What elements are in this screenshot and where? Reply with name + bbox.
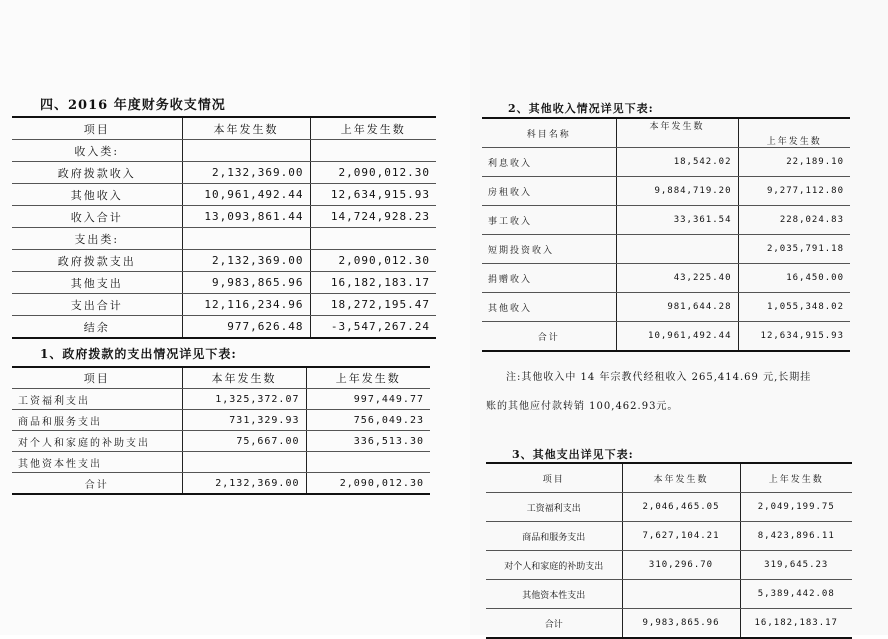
row-label: 捐赠收入 <box>482 264 616 293</box>
row-label: 其他收入 <box>482 293 616 322</box>
row-label: 合计 <box>482 322 616 352</box>
table-row <box>12 250 436 272</box>
row-previous: 9,277,112.80 <box>738 177 850 206</box>
table-row <box>12 431 430 452</box>
row-previous: 336,513.30 <box>306 431 430 452</box>
row-label: 合计 <box>486 609 622 639</box>
row-current: 2,132,369.00 <box>182 162 310 184</box>
header-previous: 上年发生数 <box>306 367 430 389</box>
table-row <box>12 389 430 410</box>
other-income-table <box>482 117 850 352</box>
row-current: 1,325,372.07 <box>182 389 306 410</box>
row-current: 10,961,492.44 <box>182 184 310 206</box>
row-previous <box>306 452 430 473</box>
row-label: 支出类: <box>12 228 182 250</box>
row-current: 981,644.28 <box>616 293 738 322</box>
row-label: 其他资本性支出 <box>486 580 622 609</box>
row-label: 合计 <box>12 473 182 495</box>
row-label: 收入类: <box>12 140 182 162</box>
table-row <box>482 206 850 235</box>
table-header-row <box>12 367 430 389</box>
table-header-row <box>486 463 852 493</box>
header-previous: 上年发生数 <box>310 117 436 140</box>
row-label: 政府拨款收入 <box>12 162 182 184</box>
row-previous: 12,634,915.93 <box>738 322 850 352</box>
row-previous: 16,182,183.17 <box>740 609 852 639</box>
table-row <box>12 294 436 316</box>
row-previous: 1,055,348.02 <box>738 293 850 322</box>
header-previous: 上年发生数 <box>738 118 850 148</box>
row-current <box>182 452 306 473</box>
row-label: 工资福利支出 <box>12 389 182 410</box>
row-previous: 319,645.23 <box>740 551 852 580</box>
header-item: 项目 <box>12 367 182 389</box>
row-label: 对个人和家庭的补助支出 <box>486 551 622 580</box>
table-row <box>12 473 430 495</box>
row-current <box>616 235 738 264</box>
table-row <box>482 148 850 177</box>
row-label: 商品和服务支出 <box>486 522 622 551</box>
income-heading: 2、其他收入情况详见下表: <box>508 102 654 115</box>
row-previous: 997,449.77 <box>306 389 430 410</box>
row-current <box>182 140 310 162</box>
row-current: 310,296.70 <box>622 551 740 580</box>
other-expense-table <box>486 462 852 639</box>
row-label: 利息收入 <box>482 148 616 177</box>
row-previous: 12,634,915.93 <box>310 184 436 206</box>
row-label: 其他收入 <box>12 184 182 206</box>
row-label: 政府拨款支出 <box>12 250 182 272</box>
row-current: 2,046,465.05 <box>622 493 740 522</box>
row-current: 33,361.54 <box>616 206 738 235</box>
header-item: 项目 <box>486 463 622 493</box>
table-row <box>482 322 850 352</box>
row-label: 收入合计 <box>12 206 182 228</box>
row-previous: 228,024.83 <box>738 206 850 235</box>
row-current: 7,627,104.21 <box>622 522 740 551</box>
row-previous <box>310 228 436 250</box>
header-previous: 上年发生数 <box>740 463 852 493</box>
main-heading: 四、2016 年度财务收支情况 <box>40 98 226 113</box>
table-row <box>482 235 850 264</box>
table-row <box>12 184 436 206</box>
row-current: 13,093,861.44 <box>182 206 310 228</box>
row-current: 9,884,719.20 <box>616 177 738 206</box>
table-row <box>12 140 436 162</box>
table-row <box>482 293 850 322</box>
row-current: 2,132,369.00 <box>182 250 310 272</box>
header-item: 项目 <box>12 117 182 140</box>
row-label: 房租收入 <box>482 177 616 206</box>
row-current: 12,116,234.96 <box>182 294 310 316</box>
row-label: 商品和服务支出 <box>12 410 182 431</box>
row-current: 18,542.02 <box>616 148 738 177</box>
table-row <box>486 580 852 609</box>
table-row <box>12 452 430 473</box>
row-previous: 2,090,012.30 <box>310 250 436 272</box>
row-previous: -3,547,267.24 <box>310 316 436 339</box>
row-previous <box>310 140 436 162</box>
row-label: 事工收入 <box>482 206 616 235</box>
row-previous: 16,450.00 <box>738 264 850 293</box>
row-previous: 2,090,012.30 <box>306 473 430 495</box>
gov-expense-table <box>12 366 430 495</box>
table-row <box>482 177 850 206</box>
row-current: 9,983,865.96 <box>622 609 740 639</box>
row-previous: 2,035,791.18 <box>738 235 850 264</box>
table-row <box>12 206 436 228</box>
row-previous: 18,272,195.47 <box>310 294 436 316</box>
table-row <box>486 551 852 580</box>
row-label: 短期投资收入 <box>482 235 616 264</box>
table-row <box>12 162 436 184</box>
row-label: 其他支出 <box>12 272 182 294</box>
header-current: 本年发生数 <box>182 117 310 140</box>
table-row <box>12 316 436 339</box>
row-current: 75,667.00 <box>182 431 306 452</box>
table-header-row <box>482 118 850 148</box>
row-previous: 14,724,928.23 <box>310 206 436 228</box>
row-label: 工资福利支出 <box>486 493 622 522</box>
row-label: 对个人和家庭的补助支出 <box>12 431 182 452</box>
header-current: 本年发生数 <box>622 463 740 493</box>
row-previous: 22,189.10 <box>738 148 850 177</box>
row-current: 977,626.48 <box>182 316 310 339</box>
row-previous: 8,423,896.11 <box>740 522 852 551</box>
header-item: 科目名称 <box>482 118 616 148</box>
table-header-row <box>12 117 436 140</box>
row-previous: 16,182,183.17 <box>310 272 436 294</box>
row-current: 9,983,865.96 <box>182 272 310 294</box>
header-current: 本年发生数 <box>616 118 738 148</box>
header-current: 本年发生数 <box>182 367 306 389</box>
row-current: 10,961,492.44 <box>616 322 738 352</box>
row-previous: 2,090,012.30 <box>310 162 436 184</box>
table-row <box>486 493 852 522</box>
row-previous: 5,389,442.08 <box>740 580 852 609</box>
table-row <box>486 522 852 551</box>
row-label: 支出合计 <box>12 294 182 316</box>
table-row <box>12 228 436 250</box>
table-row <box>486 609 852 639</box>
row-label: 结余 <box>12 316 182 339</box>
income-note-line1: 注:其他收入中 14 年宗教代经租收入 265,414.69 元,长期挂 <box>506 372 812 383</box>
row-current <box>182 228 310 250</box>
row-current: 731,329.93 <box>182 410 306 431</box>
row-current: 2,132,369.00 <box>182 473 306 495</box>
gov-heading: 1、政府拨款的支出情况详见下表: <box>40 347 237 361</box>
row-label: 其他资本性支出 <box>12 452 182 473</box>
table-row <box>12 410 430 431</box>
row-previous: 756,049.23 <box>306 410 430 431</box>
expense-heading: 3、其他支出详见下表: <box>512 448 634 461</box>
finance-summary-table <box>12 116 436 339</box>
table-row <box>12 272 436 294</box>
row-current <box>622 580 740 609</box>
row-previous: 2,049,199.75 <box>740 493 852 522</box>
table-row <box>482 264 850 293</box>
income-note-line2: 账的其他应付款转销 100,462.93元。 <box>486 401 679 412</box>
row-current: 43,225.40 <box>616 264 738 293</box>
